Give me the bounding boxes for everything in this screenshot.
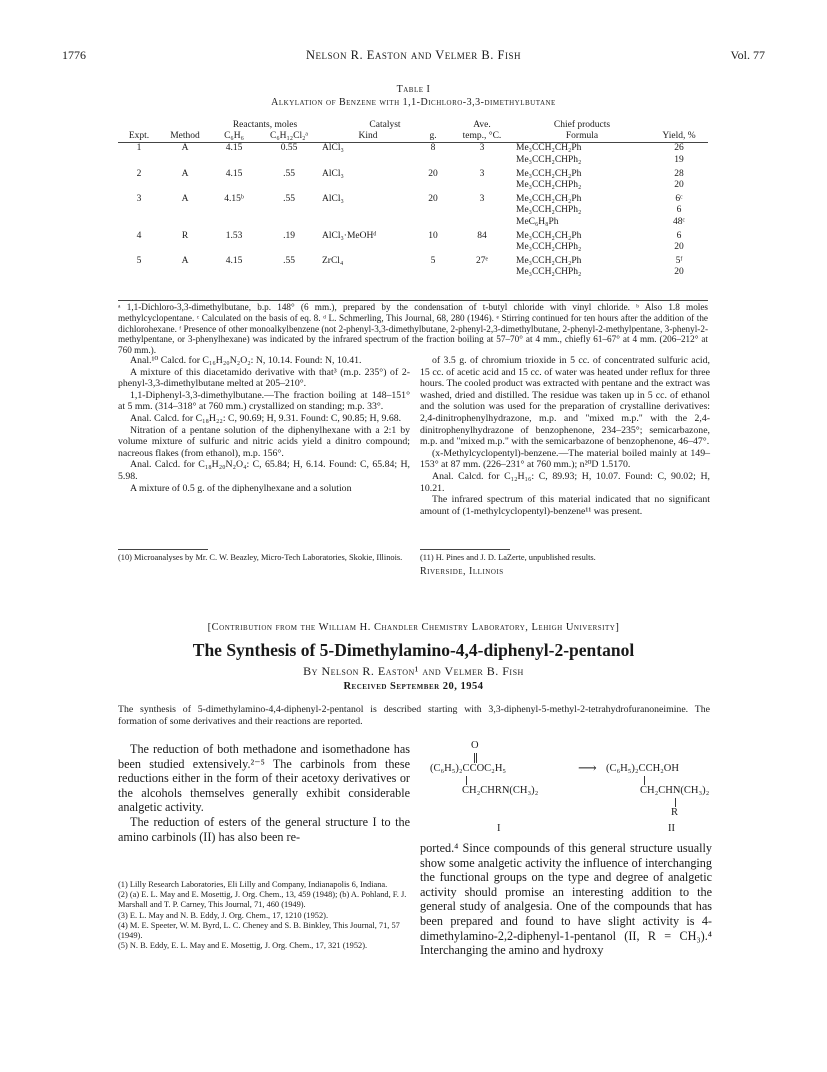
cell-yield: 20 [674,180,684,191]
oxygen-atom: O [471,740,479,751]
paragraph: Nitration of a pentane solution of the diphenylhexane with a 2:1 by volume mixture of sulfuric and nitric acids yield a dinitro compound; nacreous flakes (from ethanol), m.p. 156°. [118,424,410,459]
cell-yield: 5ᶠ [675,256,683,267]
article-title: The Synthesis of 5-Dimethylamino-4,4-diphenyl-2-pentanol [192,640,635,660]
cell-c6h6 [210,267,258,278]
cell-temp [450,180,514,191]
cell-method [160,242,210,253]
paragraph: The reduction of esters of the general structure I to the amino carbinols (II) has also been re- [118,814,410,844]
reference-item: (4) M. E. Speeter, W. M. Byrd, L. C. Cheney and S. B. Binkley, This Journal, 71, 57 (1949). [118,920,400,941]
reference-item: (2) (a) E. L. May and E. Mosettig, J. Org. Chem., 13, 459 (1948); (b) A. Pohland, F. J. Marshall and T. P. Carney, This Journal, 71, 460 (1949). [118,890,407,910]
cell-c6h12cl2 [258,217,320,228]
structure-ii-main: (C₆H₅)₂CCH₂OH [606,763,679,774]
reference-item: (1) Lilly Research Laboratories, Eli Lilly and Company, Indianapolis 6, Indiana. [118,880,388,889]
cell-expt [118,205,160,216]
paragraph: Anal. Calcd. for C₁₂H₁₆: C, 89.93; H, 10.07. Found: C, 90.02; H, 10.21. [420,470,710,494]
reference-item: (5) N. B. Eddy, E. L. May and E. Mosettig, J. Org. Chem., 17, 321 (1952). [118,941,368,951]
cell-c6h12cl2: .55 [283,256,295,267]
cell-kind [320,205,416,216]
cell-formula: Me₃CCH₂CHPh₂ [516,154,582,165]
cell-c6h6: 4.15 [225,143,243,154]
table-bottom-rule [118,300,708,301]
cell-c6h12cl2 [258,205,320,216]
cell-kind [320,180,416,191]
cell-yield: 6ᶜ [675,194,683,205]
cell-kind [320,242,416,253]
prev-right-column [420,355,710,517]
prev-right-footnote: (11) H. Pines and J. D. LaZerte, unpublished results. [420,553,596,562]
cell-g: 8 [430,143,436,154]
footnote-rule-left [118,549,208,550]
cell-g [416,155,450,166]
cell-method [160,155,210,166]
cell-expt [118,155,160,166]
cell-c6h12cl2 [258,242,320,253]
paragraph: A mixture of this diacetamido derivative with that³ (m.p. 235°) of 2-phenyl-3,3-dimethylbutane melted at 205–210°. [118,366,410,390]
cell-c6h12cl2 [258,267,320,278]
bond-line-i [466,776,468,785]
cell-kind: ZrCl₄ [322,256,344,267]
cell-method [160,180,210,191]
cell-c6h6: 1.53 [225,230,243,241]
cell-g [416,217,450,228]
label-i: I [497,823,501,834]
cell-c6h12cl2: .55 [283,194,295,205]
cell-temp: 27ᵉ [476,256,488,267]
cell-expt [118,217,160,228]
received-date: Received September 20, 1954 [343,681,484,692]
col-method: Method [170,131,200,142]
structure-ii-sub: CH₂CHN(CH₃)₂ [640,785,710,796]
paragraph: of 3.5 g. of chromium trioxide in 5 cc. of concentrated sulfuric acid, 15 cc. of acetic acid and 15 cc. of water was heated under reflux for three hours. The cooled product was extracted with pentane and the extract was washed, dried and distilled. The residue was taken up in 5 cc. of ethanol and the solution was used for the preparation of crystalline derivatives: 2,4-dinitrophenylhydrazone, m.p. and "mixed m.p." with the 2,4-dinitrophenylhydrazone of benzophenone, 234–235°; semicarbazone, m.p. and "mixed m.p." with the semicarbazone of benzophenone, 46–47°. [420,355,710,448]
cell-c6h12cl2: .19 [283,230,295,241]
cell-g: 20 [428,194,438,205]
footnote-rule-right [420,549,510,550]
references [118,880,410,951]
col-formula: Formula [565,131,599,142]
cell-formula: Me₃CCH₂CHPh₂ [516,242,582,253]
cell-g: 20 [428,168,438,179]
cell-formula: Me₃CCH₂CH₂Ph [516,256,582,267]
cell-temp: 3 [479,194,485,205]
cell-kind: AlCl₃ [322,143,344,154]
table-row [118,194,708,205]
running-head: Nelson R. Easton and Velmer B. Fish [306,48,521,62]
cell-c6h12cl2 [258,180,320,191]
cell-kind: AlCl₃·MeOHᵈ [322,230,377,241]
header-reactants: Reactants, moles [232,120,298,130]
paragraph: A mixture of 0.5 g. of the diphenylhexane and a solution [130,482,352,494]
col-c6h12cl2: C₆H₁₂Cl₂ᵃ [269,131,309,142]
cell-formula: Me₃CCH₂CH₂Ph [516,194,582,205]
cell-method: A [181,256,189,267]
paragraph: The infrared spectrum of this material indicated that no significant amount of (1-methylcyclopentyl)-benzene¹¹ was present. [420,494,710,517]
cell-formula: Me₃CCH₂CHPh₂ [516,205,582,216]
structure-ii-r: R [671,807,679,818]
cell-c6h6: 4.15ᵇ [224,194,244,205]
cell-temp: 3 [479,168,485,179]
cell-yield: 20 [674,242,684,253]
cell-temp [450,242,514,253]
col-g: g. [429,131,437,142]
table-row [118,242,708,253]
cell-expt: 5 [136,256,142,267]
cell-g [416,180,450,191]
cell-formula: Me₃CCH₂CH₂Ph [516,168,582,179]
byline: By Nelson R. Easton¹ and Velmer B. Fish [303,664,524,678]
reference-item: (3) E. L. May and N. B. Eddy, J. Org. Chem., 17, 1210 (1952). [118,910,329,920]
body-left-column [118,742,410,844]
cell-kind: AlCl₃ [322,194,344,205]
paragraph: 1,1-Diphenyl-3,3-dimethylbutane.—The fraction boiling at 148–151° at 5 mm. (314–318° at 760 mm.) crystallized on standing; m.p. 33°. [118,389,410,413]
cell-yield: 19 [674,154,684,165]
reaction-arrow: ⟶ [578,760,597,775]
cell-c6h12cl2 [258,155,320,166]
cell-g [416,205,450,216]
prev-left-column [118,355,410,494]
cell-kind: AlCl₃ [322,168,344,179]
cell-yield: 28 [674,168,684,179]
cell-method: A [181,143,189,154]
cell-yield: 20 [674,267,684,278]
cell-c6h6 [210,217,258,228]
body-right-column: ported.⁴ Since compounds of this general structure usually show some analgetic activity the influence of interchanging the functional groups on the type and degree of analgetic activity should promise an interesting addition to the general study of analgesia. One of the compounds that has been prepared and found to have slight activity is 4-dimethylamino-2,2-diphenyl-1-pentanol (II, R = CH₃).⁴ Interchanging the amino and hydroxy [420,841,712,958]
cell-c6h6 [210,205,258,216]
cell-method: R [181,230,189,241]
cell-temp [450,267,514,278]
table-row [118,180,708,191]
table-footnotes: ᵃ 1,1-Dichloro-3,3-dimethylbutane, b.p. 148° (6 mm.), prepared by the condensation of t-butyl chloride with vinyl chloride. ᵇ Also 1.8 moles methylcyclopentane. ᶜ Calculated on the basis of eq. 8. ᵈ L. Schmerling, This Journal, 68, 280 (1946). ᵉ Stirring continued for ten hours after the addition of the dichlorohexane. ᶠ Presence of other monoalkylbenzene (not 2-phenyl-3,3-dimethylbutane, 2-phenyl-2,3-dimethylbutane, 2-phenyl-2-methylpentane, 3-phenyl-2-methylpentane, or 3-phenylhexane) was indicated by the infrared spectrum of the fraction boiling at 57–70° at 4 mm., chiefly 61–67° at 4 mm. (206–212° at 760 mm.). [118,302,708,356]
col-temp: temp., °C. [462,131,502,142]
table-row [118,143,708,155]
cell-c6h6 [210,155,258,166]
cell-formula: Me₃CCH₂CHPh₂ [516,180,582,191]
cell-c6h6 [210,242,258,253]
cell-kind [320,155,416,166]
table-row [118,231,708,242]
cell-c6h6: 4.15 [225,256,243,267]
cell-expt: 2 [136,168,142,179]
cell-kind [320,267,416,278]
double-bond-line-2 [476,753,478,763]
cell-formula: MeC₆H₈Ph [516,216,559,227]
cell-kind [320,217,416,228]
header-ave: Ave. [473,120,491,130]
table-caption: Table I [396,84,431,95]
cell-expt: 4 [136,230,142,241]
cell-expt [118,180,160,191]
paragraph: Anal. Calcd. for C₁₈H₂₀N₂O₄: C, 65.84; H, 6.14. Found: C, 65.84; H, 5.98. [118,459,410,482]
abstract: The synthesis of 5-dimethylamino-4,4-diphenyl-2-pentanol is described starting with 3,3-diphenyl-5-methyl-2-tetrahydrofuranoneimine. The formation of some derivatives and their reactions are reported. [118,704,710,727]
cell-method: A [181,168,189,179]
cell-temp: 3 [479,143,485,154]
cell-formula: Me₃CCH₂CHPh₂ [516,267,582,278]
cell-temp [450,217,514,228]
cell-yield: 26 [674,143,684,154]
table-row [118,205,708,216]
cell-c6h6 [210,180,258,191]
label-ii: II [668,823,675,834]
col-yield: Yield, % [662,131,696,142]
alkylation-table [118,120,708,279]
cell-method: A [181,194,189,205]
table-title: Alkylation of Benzene with 1,1-Dichloro-3,3-dimethylbutane [271,97,556,108]
cell-method [160,205,210,216]
table-row [118,217,708,228]
cell-g [416,267,450,278]
cell-formula: Me₃CCH₂CH₂Ph [516,143,582,154]
cell-method [160,267,210,278]
table-row [118,155,708,166]
contribution-line: [Contribution from the William H. Chandler Chemistry Laboratory, Lehigh University] [207,622,620,633]
cell-expt: 1 [136,143,142,154]
paragraph: (x-Methylcyclopentyl)-benzene.—The material boiled mainly at 149–153° at 87 mm. (226–231° at 760 mm.); n²⁰D 1.5170. [420,447,710,471]
table-header [118,131,708,143]
cell-g [416,242,450,253]
col-expt: Expt. [128,131,150,142]
cell-temp: 84 [477,230,487,241]
cell-formula: Me₃CCH₂CH₂Ph [516,230,582,241]
cell-g: 5 [430,256,436,267]
table-row [118,256,708,267]
cell-expt [118,242,160,253]
header-catalyst: Catalyst [369,120,401,130]
page-number: 1776 [62,48,86,62]
col-kind: Kind [358,131,378,142]
cell-yield: 6 [676,230,682,241]
cell-method [160,217,210,228]
table-header-top [118,120,708,131]
bond-line-r [675,798,677,807]
cell-g: 10 [428,230,438,241]
paragraph: Anal. Calcd. for C₁₈H₂₂: C, 90.69; H, 9.31. Found: C, 90.85; H, 9.68. [130,412,402,424]
cell-temp [450,205,514,216]
cell-expt: 3 [136,194,142,205]
table-row [118,169,708,180]
bond-line-ii [644,776,646,785]
table-row [118,267,708,278]
cell-yield: 48ᶜ [673,216,685,227]
cell-c6h12cl2: .55 [283,168,295,179]
volume: Vol. 77 [730,48,765,62]
col-c6h6: C₆H₆ [224,131,244,142]
cell-yield: 6 [676,205,682,216]
paragraph: The reduction of both methadone and isomethadone has been studied extensively.²⁻⁵ The carbinols from these reductions either in the form of their acetoxy derivatives or the alcohols themselves generally exhibit considerable analgetic activity. [118,742,410,815]
cell-c6h6: 4.15 [225,168,243,179]
structure-i-sub: CH₂CHRN(CH₃)₂ [462,785,539,796]
paragraph: Anal.¹⁰ Calcd. for C₁₆H₂₀N₂O₂: N, 10.14. Found: N, 10.41. [130,355,362,366]
location: Riverside, Illinois [420,566,504,577]
cell-c6h12cl2: 0.55 [280,143,298,154]
cell-expt [118,267,160,278]
cell-temp [450,155,514,166]
structure-i-main: (C₆H₅)₂CCOC₂H₅ [430,763,507,774]
header-chief: Chief products [553,120,611,130]
prev-left-footnote: (10) Microanalyses by Mr. C. W. Beazley, Micro-Tech Laboratories, Skokie, Illinois. [118,553,403,562]
